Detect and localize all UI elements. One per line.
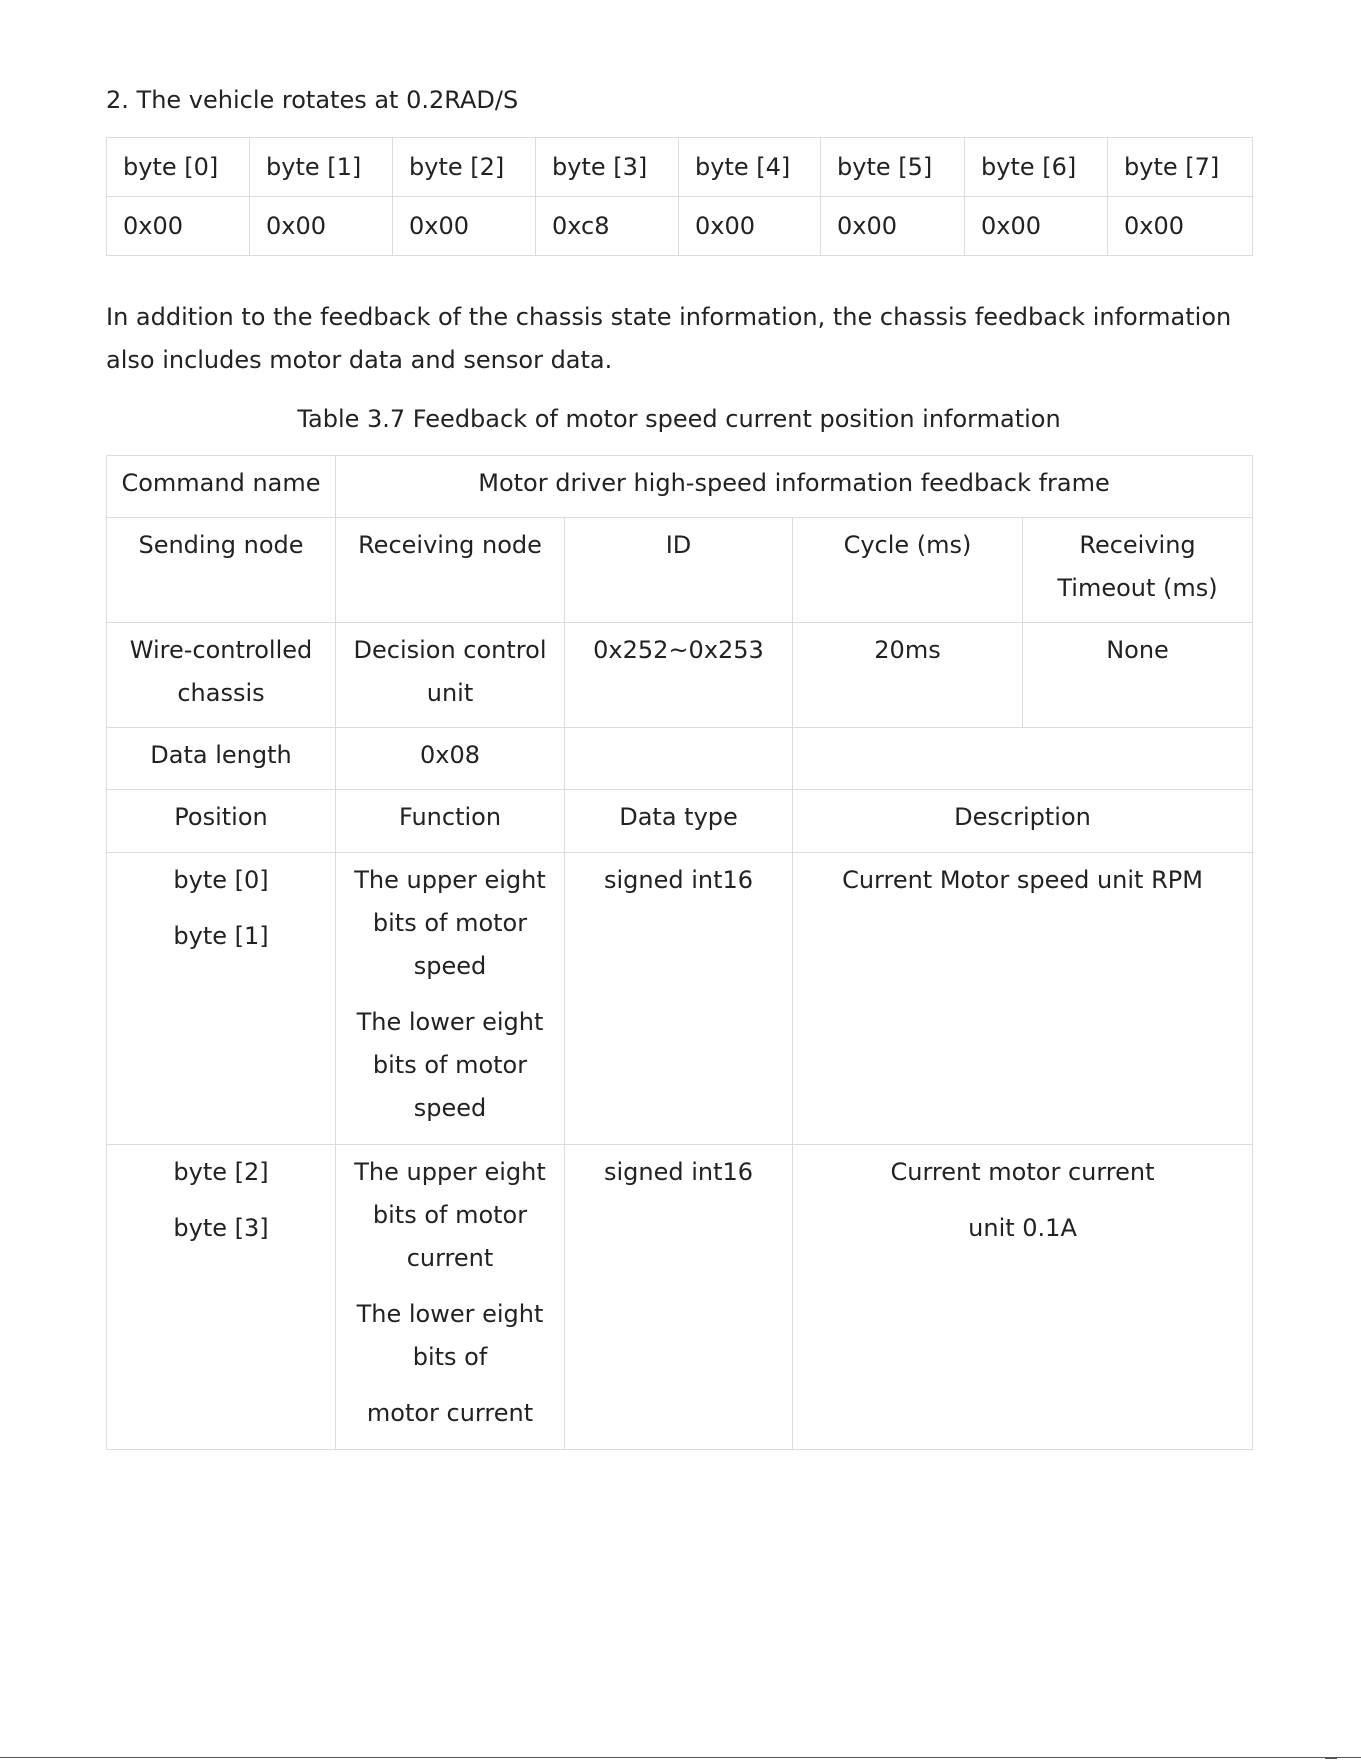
cell-line: unit 0.1A (968, 1214, 1077, 1242)
cell-line: The lower eight (356, 1300, 544, 1328)
table-cell: 20ms (793, 623, 1023, 728)
table-caption: Table 3.7 Feedback of motor speed current position information (297, 405, 1061, 433)
cell-line: bits of motor (372, 909, 528, 937)
table-header-cell: byte [0] (107, 138, 250, 197)
table-header-cell: byte [7] (1108, 138, 1253, 197)
table-cell: 0x00 (107, 197, 250, 256)
table-header-cell: Function (336, 790, 565, 853)
table-row (107, 138, 1253, 197)
cell-line: The upper eight (354, 866, 546, 894)
table-header-cell: Data type (565, 790, 793, 853)
table-header-cell: byte [1] (250, 138, 393, 197)
table-row (107, 790, 1253, 853)
table-cell: 0x00 (1108, 197, 1253, 256)
table-header-cell: byte [5] (821, 138, 965, 197)
table-cell: signed int16 (565, 853, 793, 1145)
table-cell (107, 623, 336, 728)
table-header-cell: byte [4] (679, 138, 821, 197)
command-name-label: Command name (107, 456, 336, 518)
table-cell: None (1023, 623, 1253, 728)
table-header-cell: byte [3] (536, 138, 679, 197)
command-name-value: Motor driver high-speed information feedback frame (336, 456, 1253, 518)
cell-line: current (406, 1244, 494, 1272)
table-cell: 0x00 (250, 197, 393, 256)
section-heading: 2. The vehicle rotates at 0.2RAD/S (106, 86, 519, 114)
cell-line: Current motor current (890, 1158, 1155, 1186)
footer-mark (1325, 1757, 1337, 1759)
cell-line: Decision control (353, 636, 547, 664)
cell-line: unit (426, 679, 474, 707)
table-cell: 0x252~0x253 (565, 623, 793, 728)
table-row (107, 728, 1253, 790)
cell-line: speed (413, 952, 487, 980)
table-cell (793, 728, 1253, 790)
table-row (107, 518, 1253, 623)
table-row (107, 853, 1253, 1145)
byte-values-table (106, 137, 1253, 256)
table-cell (107, 853, 336, 1145)
cell-line: Current Motor speed unit RPM (842, 866, 1203, 894)
cell-line: Wire-controlled (129, 636, 313, 664)
table-header-cell: Position (107, 790, 336, 853)
cell-line: byte [0] (173, 866, 269, 894)
table-row (107, 623, 1253, 728)
table-cell (336, 1145, 565, 1450)
cell-line: The lower eight (356, 1008, 544, 1036)
table-header-cell: byte [6] (965, 138, 1108, 197)
table-cell: 0x00 (821, 197, 965, 256)
table-cell: 0x00 (965, 197, 1108, 256)
table-header-cell: ID (565, 518, 793, 623)
body-paragraph: In addition to the feedback of the chassis state information, the chassis feedback information also includes motor data and sensor data. (106, 303, 1232, 374)
cell-line: bits of motor (372, 1201, 528, 1229)
table-header-cell (1023, 518, 1253, 623)
motor-feedback-table (106, 455, 1253, 1450)
cell-line: The upper eight (354, 1158, 546, 1186)
table-cell: 0xc8 (536, 197, 679, 256)
cell-line: chassis (177, 679, 265, 707)
cell-line: motor current (366, 1399, 534, 1427)
table-row (107, 1145, 1253, 1450)
table-cell: 0x00 (679, 197, 821, 256)
table-cell: 0x08 (336, 728, 565, 790)
cell-line: bits of (412, 1343, 488, 1371)
cell-line: speed (413, 1094, 487, 1122)
table-header-cell: Sending node (107, 518, 336, 623)
table-row (107, 456, 1253, 518)
table-header-cell: Receiving node (336, 518, 565, 623)
footer-divider (0, 1757, 1361, 1758)
table-cell (565, 728, 793, 790)
table-row (107, 197, 1253, 256)
table-cell: 0x00 (393, 197, 536, 256)
cell-line: byte [2] (173, 1158, 269, 1186)
table-cell (336, 623, 565, 728)
cell-line: bits of motor (372, 1051, 528, 1079)
table-cell: Data length (107, 728, 336, 790)
table-header-cell: byte [2] (393, 138, 536, 197)
table-cell (107, 1145, 336, 1450)
cell-line: Timeout (ms) (1057, 574, 1218, 602)
table-cell (793, 1145, 1253, 1450)
cell-line: byte [1] (173, 922, 269, 950)
table-header-cell: Cycle (ms) (793, 518, 1023, 623)
table-cell: signed int16 (565, 1145, 793, 1450)
table-cell (336, 853, 565, 1145)
cell-line: byte [3] (173, 1214, 269, 1242)
table-cell (793, 853, 1253, 1145)
cell-line: Receiving (1079, 531, 1196, 559)
table-header-cell: Description (793, 790, 1253, 853)
